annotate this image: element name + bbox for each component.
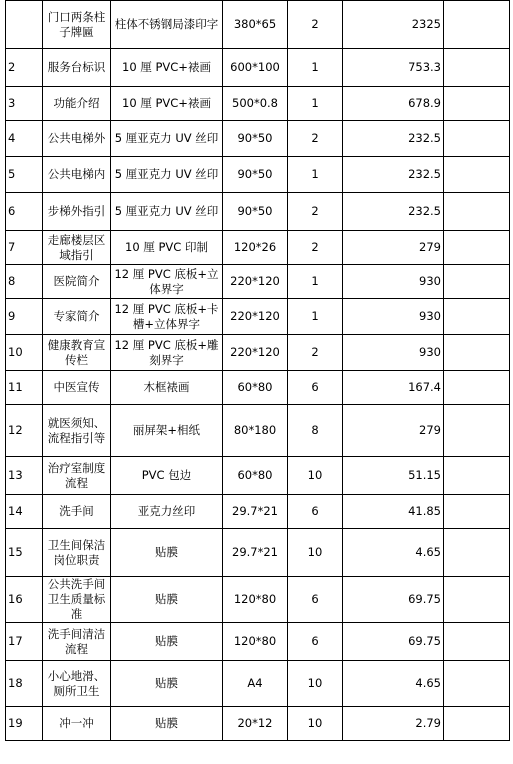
row-number-cell: 16	[6, 577, 43, 623]
table-row	[6, 529, 510, 577]
blank-cell	[444, 707, 510, 741]
item-name-cell: 卫生间保洁岗位职责	[43, 529, 111, 577]
material-cell: PVC 包边	[111, 457, 223, 495]
blank-cell	[444, 265, 510, 299]
item-name-cell: 小心地滑、厕所卫生	[43, 661, 111, 707]
size-cell: 380*65	[223, 1, 288, 49]
material-cell: 5 厘亚克力 UV 丝印	[111, 193, 223, 231]
item-name-cell: 健康教育宣传栏	[43, 335, 111, 371]
quantity-cell: 1	[288, 265, 343, 299]
size-cell: 60*80	[223, 457, 288, 495]
quantity-cell: 10	[288, 707, 343, 741]
item-name-cell: 服务台标识	[43, 49, 111, 87]
quantity-cell: 1	[288, 49, 343, 87]
size-cell: 90*50	[223, 193, 288, 231]
table-body	[6, 1, 510, 741]
material-cell: 丽屏架+相纸	[111, 405, 223, 457]
price-cell: 2325	[343, 1, 444, 49]
price-cell: 69.75	[343, 623, 444, 661]
quantity-cell: 2	[288, 121, 343, 157]
quantity-cell: 1	[288, 87, 343, 121]
size-cell: 220*120	[223, 335, 288, 371]
table-row	[6, 1, 510, 49]
item-name-cell: 公共电梯内	[43, 157, 111, 193]
price-cell: 279	[343, 231, 444, 265]
table-row	[6, 707, 510, 741]
item-name-cell: 走廊楼层区域指引	[43, 231, 111, 265]
table-row	[6, 577, 510, 623]
material-cell: 5 厘亚克力 UV 丝印	[111, 157, 223, 193]
item-name-cell: 专家简介	[43, 299, 111, 335]
table-row	[6, 371, 510, 405]
price-table	[5, 0, 510, 741]
blank-cell	[444, 577, 510, 623]
quantity-cell: 2	[288, 1, 343, 49]
material-cell: 柱体不锈钢局漆印字	[111, 1, 223, 49]
size-cell: 220*120	[223, 265, 288, 299]
item-name-cell: 公共洗手间卫生质量标准	[43, 577, 111, 623]
quantity-cell: 8	[288, 405, 343, 457]
size-cell: 60*80	[223, 371, 288, 405]
size-cell: A4	[223, 661, 288, 707]
price-cell: 4.65	[343, 529, 444, 577]
price-cell: 678.9	[343, 87, 444, 121]
blank-cell	[444, 193, 510, 231]
material-cell: 5 厘亚克力 UV 丝印	[111, 121, 223, 157]
size-cell: 120*26	[223, 231, 288, 265]
item-name-cell: 医院简介	[43, 265, 111, 299]
material-cell: 木框裱画	[111, 371, 223, 405]
price-cell: 41.85	[343, 495, 444, 529]
table-row	[6, 193, 510, 231]
row-number-cell: 8	[6, 265, 43, 299]
row-number-cell: 17	[6, 623, 43, 661]
row-number-cell: 19	[6, 707, 43, 741]
row-number-cell: 9	[6, 299, 43, 335]
row-number-cell: 10	[6, 335, 43, 371]
blank-cell	[444, 623, 510, 661]
price-cell: 167.4	[343, 371, 444, 405]
table-row	[6, 265, 510, 299]
table-row	[6, 405, 510, 457]
size-cell: 500*0.8	[223, 87, 288, 121]
blank-cell	[444, 335, 510, 371]
row-number-cell: 5	[6, 157, 43, 193]
blank-cell	[444, 457, 510, 495]
price-cell: 4.65	[343, 661, 444, 707]
quantity-cell: 10	[288, 529, 343, 577]
table-row	[6, 299, 510, 335]
material-cell: 12 厘 PVC 底板+立体界字	[111, 265, 223, 299]
item-name-cell: 治疗室制度流程	[43, 457, 111, 495]
quantity-cell: 2	[288, 231, 343, 265]
blank-cell	[444, 49, 510, 87]
quantity-cell: 1	[288, 157, 343, 193]
item-name-cell: 洗手间	[43, 495, 111, 529]
size-cell: 90*50	[223, 121, 288, 157]
table-row	[6, 495, 510, 529]
blank-cell	[444, 157, 510, 193]
size-cell: 90*50	[223, 157, 288, 193]
material-cell: 贴膜	[111, 577, 223, 623]
material-cell: 10 厘 PVC+裱画	[111, 49, 223, 87]
price-cell: 930	[343, 299, 444, 335]
price-cell: 753.3	[343, 49, 444, 87]
table-row	[6, 157, 510, 193]
quantity-cell: 10	[288, 661, 343, 707]
table-row	[6, 457, 510, 495]
blank-cell	[444, 405, 510, 457]
size-cell: 220*120	[223, 299, 288, 335]
price-cell: 232.5	[343, 193, 444, 231]
blank-cell	[444, 371, 510, 405]
quantity-cell: 6	[288, 623, 343, 661]
item-name-cell: 功能介绍	[43, 87, 111, 121]
row-number-cell: 13	[6, 457, 43, 495]
item-name-cell: 公共电梯外	[43, 121, 111, 157]
blank-cell	[444, 529, 510, 577]
item-name-cell: 门口两条柱子牌匾	[43, 1, 111, 49]
row-number-cell: 14	[6, 495, 43, 529]
price-cell: 930	[343, 335, 444, 371]
price-cell: 232.5	[343, 121, 444, 157]
table-row	[6, 121, 510, 157]
row-number-cell: 15	[6, 529, 43, 577]
row-number-cell: 12	[6, 405, 43, 457]
table-row	[6, 335, 510, 371]
row-number-cell: 18	[6, 661, 43, 707]
price-cell: 930	[343, 265, 444, 299]
material-cell: 贴膜	[111, 623, 223, 661]
price-cell: 232.5	[343, 157, 444, 193]
row-number-cell: 7	[6, 231, 43, 265]
size-cell: 120*80	[223, 577, 288, 623]
size-cell: 29.7*21	[223, 529, 288, 577]
size-cell: 80*180	[223, 405, 288, 457]
table-row	[6, 661, 510, 707]
blank-cell	[444, 661, 510, 707]
row-number-cell: 4	[6, 121, 43, 157]
table-row	[6, 87, 510, 121]
quantity-cell: 6	[288, 371, 343, 405]
item-name-cell: 冲一冲	[43, 707, 111, 741]
material-cell: 贴膜	[111, 707, 223, 741]
item-name-cell: 就医须知、流程指引等	[43, 405, 111, 457]
table-row	[6, 49, 510, 87]
row-number-cell: 2	[6, 49, 43, 87]
material-cell: 贴膜	[111, 529, 223, 577]
price-cell: 2.79	[343, 707, 444, 741]
quantity-cell: 2	[288, 193, 343, 231]
quantity-cell: 2	[288, 335, 343, 371]
size-cell: 120*80	[223, 623, 288, 661]
material-cell: 亚克力丝印	[111, 495, 223, 529]
row-number-cell	[6, 1, 43, 49]
blank-cell	[444, 495, 510, 529]
row-number-cell: 11	[6, 371, 43, 405]
size-cell: 29.7*21	[223, 495, 288, 529]
item-name-cell: 中医宣传	[43, 371, 111, 405]
blank-cell	[444, 87, 510, 121]
quantity-cell: 1	[288, 299, 343, 335]
quantity-cell: 6	[288, 495, 343, 529]
size-cell: 600*100	[223, 49, 288, 87]
price-cell: 51.15	[343, 457, 444, 495]
price-cell: 279	[343, 405, 444, 457]
price-cell: 69.75	[343, 577, 444, 623]
row-number-cell: 3	[6, 87, 43, 121]
row-number-cell: 6	[6, 193, 43, 231]
item-name-cell: 步梯外指引	[43, 193, 111, 231]
material-cell: 12 厘 PVC 底板+卡槽+立体界字	[111, 299, 223, 335]
material-cell: 12 厘 PVC 底板+雕刻界字	[111, 335, 223, 371]
quantity-cell: 10	[288, 457, 343, 495]
table-row	[6, 231, 510, 265]
item-name-cell: 洗手间清洁流程	[43, 623, 111, 661]
blank-cell	[444, 121, 510, 157]
table-row	[6, 623, 510, 661]
blank-cell	[444, 299, 510, 335]
quantity-cell: 6	[288, 577, 343, 623]
blank-cell	[444, 1, 510, 49]
material-cell: 贴膜	[111, 661, 223, 707]
blank-cell	[444, 231, 510, 265]
size-cell: 20*12	[223, 707, 288, 741]
material-cell: 10 厘 PVC 印制	[111, 231, 223, 265]
material-cell: 10 厘 PVC+裱画	[111, 87, 223, 121]
